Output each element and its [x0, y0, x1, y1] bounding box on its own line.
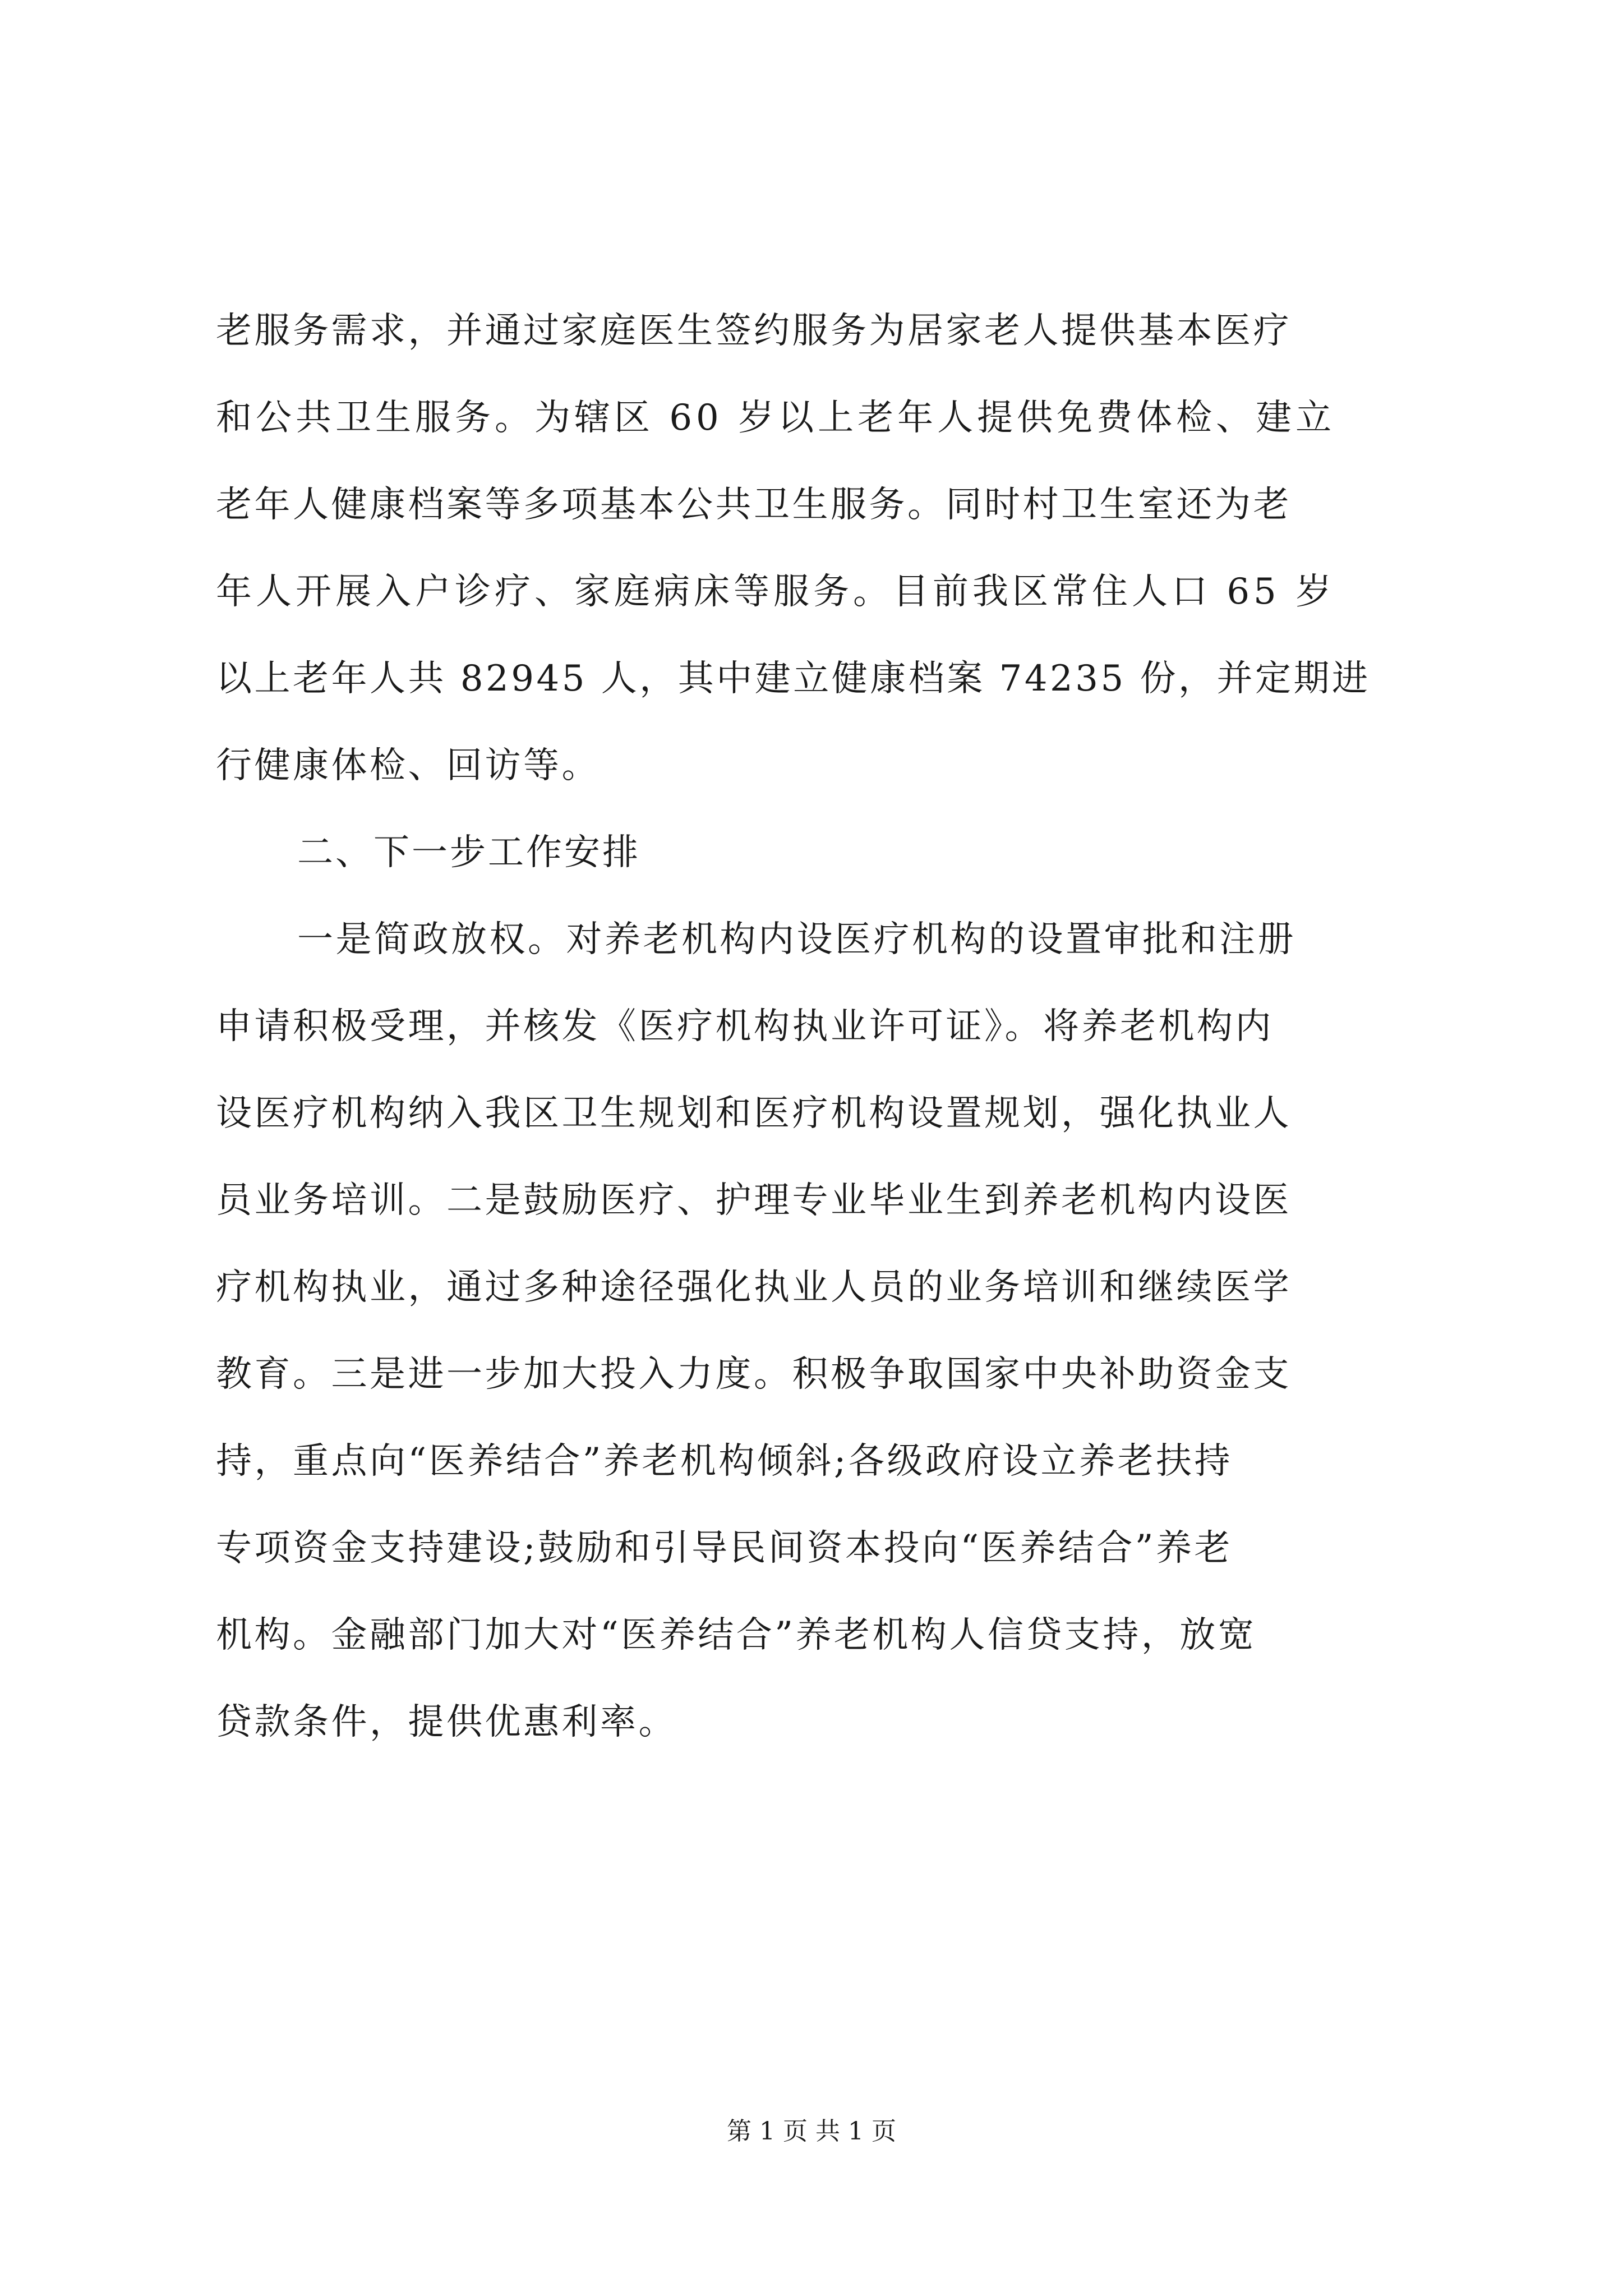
- paragraph-text: 申请积极受理，并核发《医疗机构执业许可证》。将养老机构内: [216, 1006, 1274, 1047]
- paragraph-text: 老服务需求，并通过家庭医生签约服务为居家老人提供基本医疗: [216, 310, 1292, 352]
- paragraph-line: [0, 1341, 1623, 1408]
- paragraph-line: [0, 1688, 1623, 1756]
- paragraph-line: [0, 1167, 1623, 1234]
- paragraph-text: 年人开展入户诊疗、家庭病床等服务。目前我区常住人口 65 岁: [216, 571, 1336, 613]
- paragraph-line: [0, 1428, 1623, 1495]
- paragraph-line: [0, 1602, 1623, 1669]
- section-heading-text: 二、下一步工作安排: [297, 832, 640, 873]
- section-heading: [0, 819, 1623, 886]
- paragraph-line: [0, 645, 1623, 712]
- paragraph-text: 设医疗机构纳入我区卫生规划和医疗机构设置规划，强化执业人: [216, 1093, 1292, 1134]
- paragraph-line: [0, 906, 1623, 973]
- paragraph-line: [0, 471, 1623, 539]
- paragraph-text: 一是简政放权。对养老机构内设医疗机构的设置审批和注册: [297, 919, 1296, 960]
- paragraph-text: 老年人健康档案等多项基本公共卫生服务。同时村卫生室还为老: [216, 484, 1292, 526]
- paragraph-line: [0, 1515, 1623, 1582]
- paragraph-line: [0, 1080, 1623, 1147]
- paragraph-text: 疗机构执业，通过多种途径强化执业人员的业务培训和继续医学: [216, 1267, 1292, 1308]
- paragraph-text: 以上老年人共 82945 人，其中建立健康档案 74235 份，并定期进: [216, 658, 1371, 700]
- paragraph-text: 贷款条件，提供优惠利率。: [216, 1701, 677, 1743]
- paragraph-line: [0, 297, 1623, 365]
- paragraph-text: 教育。三是进一步加大投入力度。积极争取国家中央补助资金支: [216, 1354, 1292, 1395]
- paragraph-line: [0, 558, 1623, 625]
- paragraph-line: [0, 732, 1623, 799]
- paragraph-line: [0, 1254, 1623, 1321]
- paragraph-text: 持，重点向“医养结合”养老机构倾斜;各级政府设立养老扶持: [216, 1441, 1233, 1482]
- paragraph-line: [0, 993, 1623, 1060]
- paragraph-text: 专项资金支持建设;鼓励和引导民间资本投向“医养结合”养老: [216, 1527, 1233, 1569]
- paragraph-text: 机构。金融部门加大对“医养结合”养老机构人信贷支持，放宽: [216, 1614, 1257, 1656]
- paragraph-text: 和公共卫生服务。为辖区 60 岁以上老年人提供免费体检、建立: [216, 397, 1336, 439]
- page-footer: [0, 2112, 1623, 2151]
- paragraph-text: 员业务培训。二是鼓励医疗、护理专业毕业生到养老机构内设医: [216, 1180, 1292, 1221]
- paragraph-text: 行健康体检、回访等。: [216, 745, 600, 786]
- page-indicator: 第 1 页 共 1 页: [727, 2117, 896, 2146]
- paragraph-line: [0, 384, 1623, 452]
